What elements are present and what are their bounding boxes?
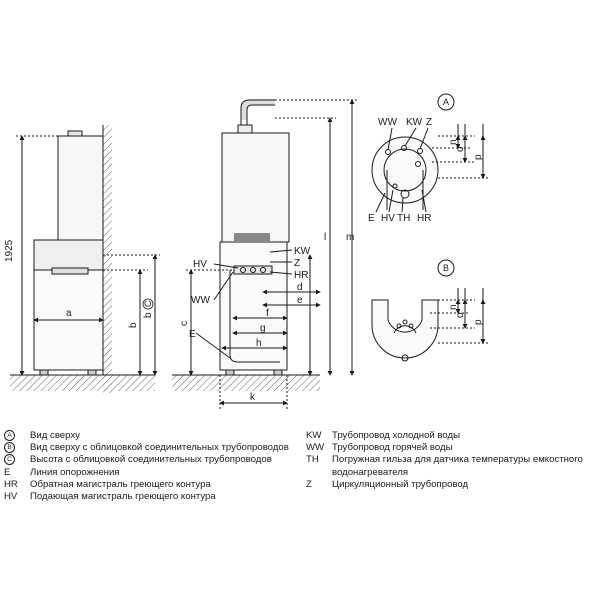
detail-a-hr-label: HR xyxy=(417,213,432,224)
boiler-side xyxy=(58,136,103,240)
detail-a-o-label: o xyxy=(455,146,466,152)
wall-hatch xyxy=(103,125,112,393)
legend-text: Трубопровод холодной воды xyxy=(332,430,461,441)
detail-b-top-view xyxy=(372,260,488,361)
legend-key-circled: C xyxy=(4,454,15,465)
flue-stub xyxy=(68,131,82,136)
dim-bc-label: b xyxy=(143,312,154,318)
detail-b-o-label: o xyxy=(455,312,466,318)
legend-left xyxy=(4,430,302,503)
detail-a-p-label: p xyxy=(473,154,484,160)
front-hr-label: HR xyxy=(294,270,309,281)
detail-a-top-view xyxy=(372,94,488,212)
front-hv-label: HV xyxy=(193,259,207,270)
legend-item xyxy=(4,479,302,491)
detail-a-ww-label: WW xyxy=(378,117,397,128)
dim-c-label: c xyxy=(179,321,190,326)
legend-key: HV xyxy=(4,491,18,503)
detail-a-hv-label: HV xyxy=(381,213,395,224)
legend-text: Погружная гильза для датчика температуры емкостного водонагревателя xyxy=(332,454,583,478)
c-marker-label: C xyxy=(143,300,153,307)
detail-b-p-label: p xyxy=(473,319,484,325)
legend-item xyxy=(306,454,596,478)
legend-text: Линия опорожнения xyxy=(30,466,120,478)
legend-text: Вид сверху с облицовкой соединительных трубопроводов xyxy=(30,442,289,454)
legend-item xyxy=(306,479,596,491)
legend-item xyxy=(306,430,596,442)
legend-key: TH xyxy=(306,454,319,466)
dim-g-label: g xyxy=(260,323,266,334)
detail-a-n-label: n xyxy=(448,139,459,145)
detail-a-kw-label: KW xyxy=(406,117,423,128)
detail-a-z-label: Z xyxy=(426,117,433,128)
height-label: 1925 xyxy=(4,239,15,262)
legend-item xyxy=(4,442,302,454)
legend-key: Z xyxy=(306,478,312,490)
legend-text: Трубопровод горячей воды xyxy=(332,442,453,454)
dim-h-label: h xyxy=(256,338,262,349)
front-view xyxy=(172,100,358,410)
front-ww-label: WW xyxy=(191,295,210,306)
side-view xyxy=(10,125,160,393)
front-kw-label: KW xyxy=(294,246,311,257)
legend-item xyxy=(4,467,302,479)
front-z-label: Z xyxy=(294,258,301,269)
legend-key: KW xyxy=(306,430,322,441)
front-e-label: E xyxy=(189,329,196,340)
legend-key: HR xyxy=(4,478,18,490)
dim-a-label: a xyxy=(66,308,72,319)
detail-b-marker: B xyxy=(443,263,450,273)
legend-item xyxy=(4,430,302,442)
legend-item xyxy=(4,454,302,466)
detail-a-marker: A xyxy=(443,97,450,107)
detail-a-th-label: TH xyxy=(397,213,411,224)
dim-l-label: l xyxy=(324,232,327,243)
legend-item xyxy=(306,442,596,454)
dim-e-label: e xyxy=(297,295,303,306)
legend-key: E xyxy=(4,466,11,478)
legend-right xyxy=(306,430,596,491)
legend-text: Вид сверху xyxy=(30,430,80,441)
legend-text: Циркуляционный трубопровод xyxy=(332,478,469,490)
detail-b-n-label: n xyxy=(448,304,459,310)
boiler-front xyxy=(222,133,289,242)
legend-text: Высота с облицовкой соединительных трубопроводов xyxy=(30,454,272,466)
dim-f-label: f xyxy=(266,308,269,319)
legend-text: Обратная магистраль греющего контура xyxy=(30,478,211,490)
legend-key: WW xyxy=(306,442,325,454)
legend-key-circled: B xyxy=(4,442,15,453)
legend-text: Подающая магистраль греющего контура xyxy=(30,491,216,503)
dim-m-label: m xyxy=(346,232,355,243)
dim-b-label: b xyxy=(128,322,139,328)
dim-d-label: d xyxy=(297,282,303,293)
dim-k-label: k xyxy=(250,392,255,403)
legend-item xyxy=(4,491,302,503)
legend-key-circled: A xyxy=(4,430,15,441)
floor-hatch xyxy=(10,375,155,391)
detail-a-e-label: E xyxy=(368,213,375,224)
floor-hatch-front xyxy=(172,375,320,391)
